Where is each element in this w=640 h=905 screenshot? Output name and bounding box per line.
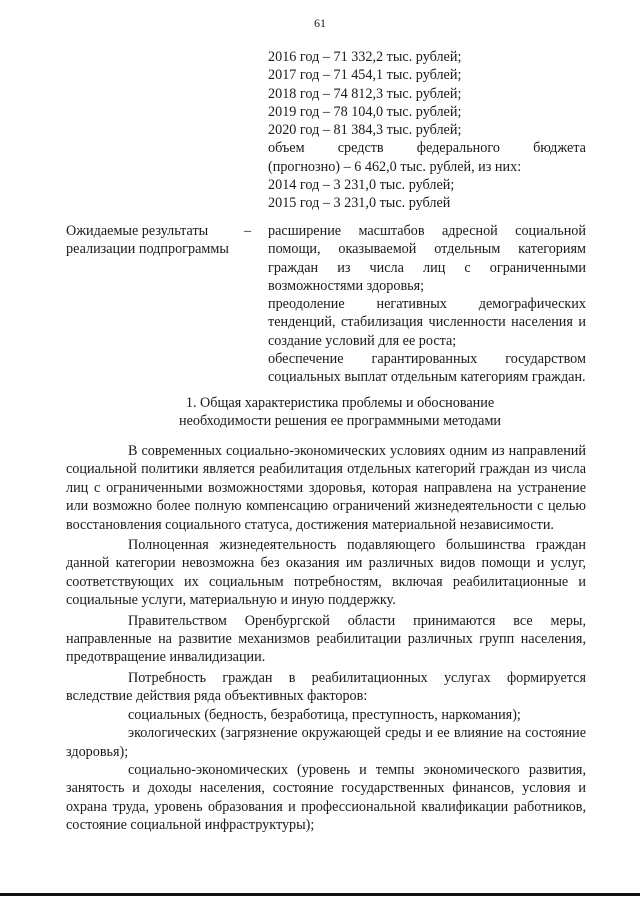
section-heading-line: 1. Общая характеристика проблемы и обоснование (185, 395, 495, 411)
result-item: расширение масштабов адресной социальной помощи, оказываемой отдельным категориям граждан из числа лиц с ограниченными возможностями здоровья; (268, 223, 586, 294)
federal-word: федерального (416, 140, 500, 157)
funding-line: 2019 год – 78 104,0 тыс. рублей; (268, 103, 462, 120)
funding-line: 2020 год – 81 384,3 тыс. рублей; (268, 122, 462, 139)
section-heading (80, 394, 600, 431)
federal-line: 2014 год – 3 231,0 тыс. рублей; (268, 177, 455, 194)
federal-word: бюджета (533, 140, 586, 157)
body-text (66, 442, 586, 835)
funding-line: 2018 год – 74 812,3 тыс. рублей; (268, 85, 462, 102)
federal-word: объем (268, 140, 305, 157)
bottom-rule (0, 893, 640, 896)
federal-word: средств (337, 140, 384, 157)
paragraph: экологических (загрязнение окружающей среды и ее влияние на состояние здоровья); (66, 725, 586, 760)
federal-line: 2015 год – 3 231,0 тыс. рублей (268, 195, 451, 212)
paragraph: социально-экономических (уровень и темпы экономического развития, занятость и доходы населения, состояние государственных финансов, условия и охрана труда, уровень образования и профессиональной квалификации работников, состояние социальной инфраструктуры); (66, 761, 586, 834)
paragraph: В современных социально-экономических условиях одним из направлений социальной политики является реабилитация отдельных категорий граждан из числа лиц с ограниченными возможностями здоровья, которая направлена на устранение или возможно более полную компенсацию ограничений жизнедеятельности с целью восстановления социального статуса, достижения материальной независимости. (66, 443, 586, 533)
expected-results-text (268, 222, 586, 387)
expected-results-label: Ожидаемые результаты реализации подпрограммы (66, 223, 229, 258)
funding-block (268, 48, 586, 213)
funding-line: 2017 год – 71 454,1 тыс. рублей; (268, 67, 462, 84)
paragraph: Правительством Оренбургской области принимаются все меры, направленные на развитие механизмов реабилитации различных групп населения, предотвращение инвалидизации. (66, 612, 586, 666)
federal-budget-line (268, 139, 586, 157)
section-heading-line: необходимости решения ее программными методами (178, 413, 502, 430)
paragraph: социальных (бедность, безработица, преступность, наркомания); (128, 706, 521, 723)
result-item: преодоление негативных демографических тенденций, стабилизация численности населения и создание условий для ее роста; (268, 296, 586, 349)
results-dash: – (244, 223, 252, 239)
page-number: 61 (314, 16, 326, 30)
federal-budget-amount: (прогнозно) – 6 462,0 тыс. рублей, из них: (268, 158, 522, 175)
result-item: обеспечение гарантированных государством социальных выплат отдельным категориям граждан. (268, 351, 586, 386)
funding-line: 2016 год – 71 332,2 тыс. рублей; (268, 49, 462, 65)
paragraph: Полноценная жизнедеятельность подавляющего большинства граждан данной категории невозможна без оказания им различных видов помощи и услуг, соответствующих их социальным потребностям, включая реабилитационные и социальные услуги, материальную и иную поддержку. (66, 537, 586, 609)
paragraph: Потребность граждан в реабилитационных услугах формируется вследствие действия ряда объективных факторов: (66, 669, 586, 705)
